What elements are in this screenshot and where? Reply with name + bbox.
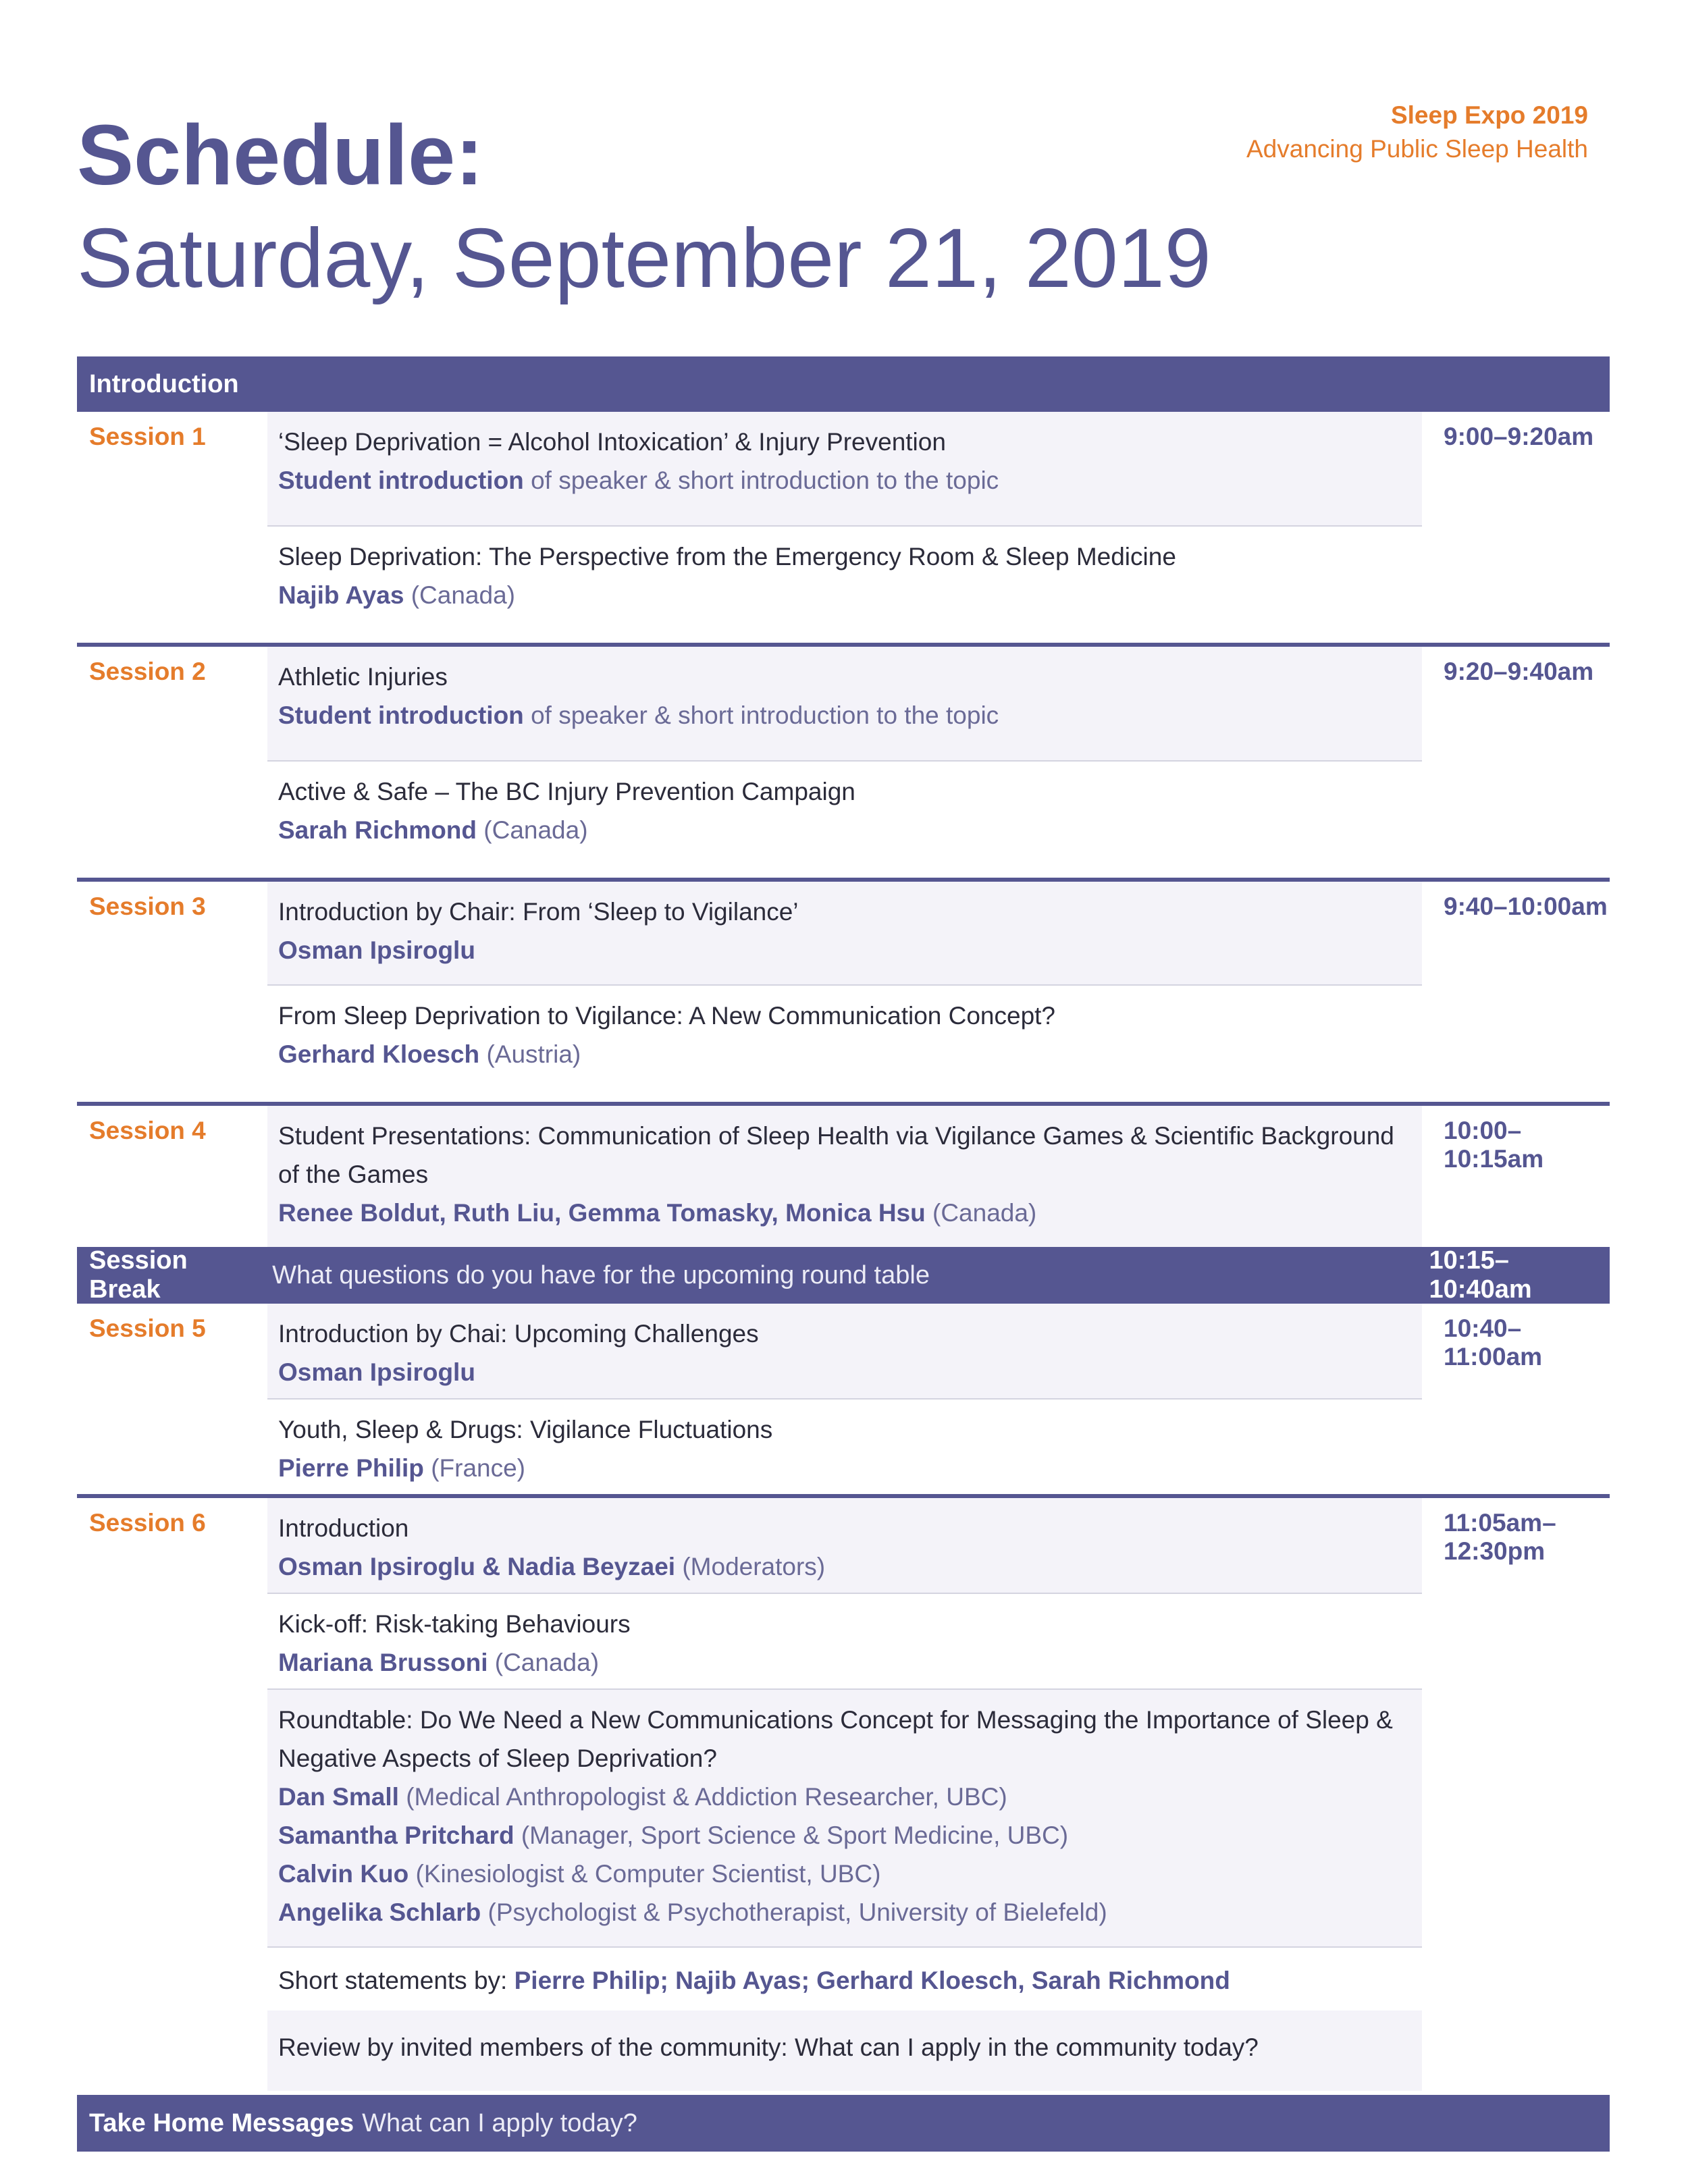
- session-item: [267, 1593, 1422, 1688]
- session-item: [267, 647, 1422, 760]
- item-speaker: Gerhard Kloesch: [278, 1040, 480, 1068]
- take-home-bar: [77, 2095, 1610, 2152]
- item-note: (Canada): [932, 1199, 1037, 1227]
- session-items: [267, 412, 1422, 643]
- session-row-2: [77, 643, 1610, 878]
- introduction-bar: Introduction: [77, 356, 1610, 412]
- item-speaker: Osman Ipsiroglu & Nadia Beyzaei: [278, 1553, 676, 1580]
- session-row-6: [77, 1494, 1610, 2091]
- session-item: [267, 2010, 1422, 2091]
- expo-subtitle: Advancing Public Sleep Health: [1246, 135, 1588, 163]
- panelist-role: (Psychologist & Psychotherapist, University of Bielefeld): [487, 1898, 1107, 1926]
- item-title: Introduction by Chair: From ‘Sleep to Vigilance’: [278, 898, 799, 926]
- session-label: Session 3: [89, 893, 206, 920]
- session-row-4: [77, 1102, 1610, 1247]
- item-prefix: Short statements by:: [278, 1967, 508, 1994]
- item-title: ‘Sleep Deprivation = Alcohol Intoxication’ & Injury Prevention: [278, 428, 946, 456]
- item-speaker: Sarah Richmond: [278, 816, 477, 844]
- item-title: Active & Safe – The BC Injury Prevention Campaign: [278, 778, 855, 805]
- item-speaker: Pierre Philip: [278, 1454, 424, 1482]
- session-time: 9:20–9:40am: [1444, 658, 1594, 685]
- session-item: [267, 1106, 1422, 1247]
- session-item: [267, 1946, 1422, 2010]
- item-title: Athletic Injuries: [278, 663, 448, 691]
- panelist-name: Calvin Kuo: [278, 1860, 409, 1888]
- session-items: [267, 1106, 1422, 1247]
- item-speaker: Renee Boldut, Ruth Liu, Gemma Tomasky, Monica Hsu: [278, 1199, 926, 1227]
- item-speaker: Osman Ipsiroglu: [278, 936, 475, 964]
- panelist: [278, 1855, 1411, 1893]
- item-note: (Austria): [486, 1040, 581, 1068]
- schedule-date: Saturday, September 21, 2019: [77, 212, 1211, 305]
- session-item: [267, 1498, 1422, 1593]
- session-label: Session 6: [89, 1509, 206, 1537]
- item-speaker: Najib Ayas: [278, 581, 404, 609]
- panelist-role: (Manager, Sport Science & Sport Medicine, UBC): [521, 1821, 1069, 1849]
- item-title: From Sleep Deprivation to Vigilance: A New Communication Concept?: [278, 1002, 1056, 1030]
- session-time: 10:40–11:00am: [1444, 1314, 1543, 1370]
- item-speaker: Student introduction: [278, 701, 524, 729]
- session-label: Session 5: [89, 1314, 206, 1342]
- item-speaker: Osman Ipsiroglu: [278, 1358, 475, 1386]
- break-time: 10:15–10:40am: [1429, 1246, 1532, 1304]
- item-title: Review by invited members of the community: What can I apply in the community today?: [278, 2033, 1259, 2061]
- session-time: 10:00–10:15am: [1444, 1117, 1544, 1173]
- item-title: Sleep Deprivation: The Perspective from the Emergency Room & Sleep Medicine: [278, 543, 1176, 570]
- item-note: (France): [431, 1454, 526, 1482]
- item-title: Youth, Sleep & Drugs: Vigilance Fluctuations: [278, 1416, 773, 1443]
- item-title: Introduction: [278, 1514, 409, 1542]
- panelist-name: Samantha Pritchard: [278, 1821, 515, 1849]
- session-item: [267, 525, 1422, 629]
- session-time: 11:05am–12:30pm: [1444, 1509, 1556, 1565]
- item-note: (Canada): [411, 581, 515, 609]
- schedule-table: [77, 356, 1610, 2152]
- schedule-heading: Schedule:: [77, 107, 484, 203]
- take-home-text: What can I apply today?: [362, 2108, 637, 2137]
- event-branding: [1246, 99, 1588, 166]
- session-row-1: [77, 412, 1610, 643]
- item-title: Student Presentations: Communication of Sleep Health via Vigilance Games & Scientific Background of the Games: [278, 1122, 1394, 1188]
- session-item: [267, 760, 1422, 864]
- session-time: 9:00–9:20am: [1444, 423, 1594, 450]
- item-title: Roundtable: Do We Need a New Communications Concept for Messaging the Importance of Sleep & Negative Aspects of Sleep Deprivation?: [278, 1706, 1393, 1772]
- item-title: Introduction by Chai: Upcoming Challenges: [278, 1320, 759, 1348]
- session-label: Session 2: [89, 658, 206, 685]
- item-note: of speaker & short introduction to the topic: [531, 701, 999, 729]
- roundtable-item: [267, 1688, 1422, 1946]
- session-item: [267, 984, 1422, 1088]
- take-home-label: Take Home Messages: [89, 2108, 354, 2137]
- panelist-name: Angelika Schlarb: [278, 1898, 481, 1926]
- break-label: Session Break: [89, 1246, 188, 1304]
- session-label: Session 4: [89, 1117, 206, 1144]
- session-item: [267, 1304, 1422, 1398]
- item-note: of speaker & short introduction to the topic: [531, 467, 999, 494]
- expo-title: Sleep Expo 2019: [1390, 101, 1588, 129]
- session-items: [267, 882, 1422, 1102]
- panelist: [278, 1893, 1411, 1932]
- session-break-bar: [77, 1247, 1610, 1304]
- session-items: [267, 1498, 1422, 2091]
- panelist-name: Dan Small: [278, 1783, 399, 1811]
- panelist-role: (Kinesiologist & Computer Scientist, UBC): [415, 1860, 881, 1888]
- panelist: [278, 1816, 1411, 1855]
- session-item: [267, 412, 1422, 525]
- item-speaker: Pierre Philip; Najib Ayas; Gerhard Kloesch, Sarah Richmond: [514, 1967, 1230, 1994]
- item-speaker: Student introduction: [278, 467, 524, 494]
- session-time: 9:40–10:00am: [1444, 893, 1608, 920]
- item-title: Kick-off: Risk-taking Behaviours: [278, 1610, 631, 1638]
- session-row-3: [77, 878, 1610, 1102]
- panelist: [278, 1778, 1411, 1816]
- break-text: What questions do you have for the upcoming round table: [272, 1260, 930, 1289]
- item-note: (Moderators): [682, 1553, 826, 1580]
- item-speaker: Mariana Brussoni: [278, 1649, 488, 1676]
- page-title: [77, 108, 1211, 309]
- session-items: [267, 647, 1422, 878]
- session-row-5: [77, 1304, 1610, 1494]
- session-label: Session 1: [89, 423, 206, 450]
- item-note: (Canada): [494, 1649, 600, 1676]
- session-items: [267, 1304, 1422, 1494]
- item-note: (Canada): [483, 816, 588, 844]
- session-item: [267, 1398, 1422, 1494]
- session-item: [267, 882, 1422, 984]
- panelist-role: (Medical Anthropologist & Addiction Researcher, UBC): [406, 1783, 1007, 1811]
